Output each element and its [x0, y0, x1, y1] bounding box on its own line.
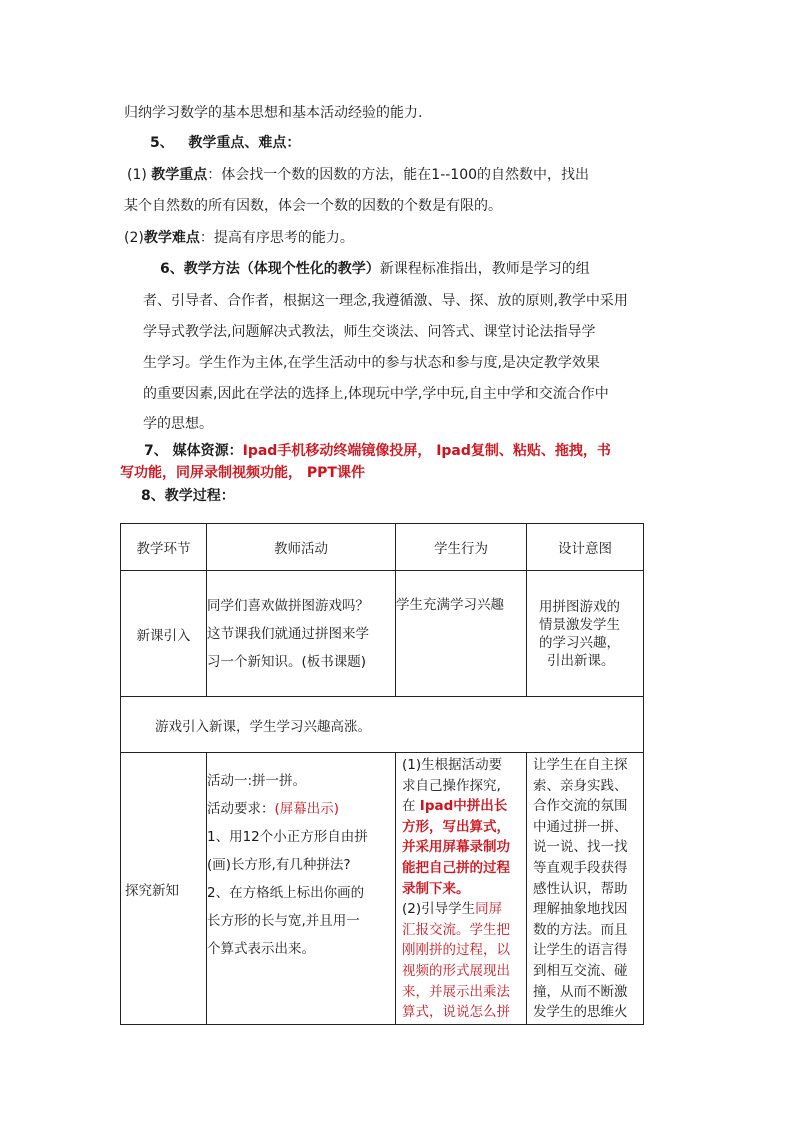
method-line-1 [160, 259, 590, 279]
student-step-line: 视频的形式展现出 [402, 962, 510, 979]
key-point-text: ：体会找一个数的因数的方法，能在1--100的自然数中，找出 [207, 167, 590, 183]
student-step-line [402, 899, 522, 920]
row1-intent-line: 用拼图游戏的 [539, 598, 620, 615]
summary-cell: 游戏引入新课，学生学习兴趣高涨。 [121, 697, 644, 753]
intent-line: 合作交流的氛围 [533, 798, 628, 815]
row1-intent-line: 的学习兴趣， [539, 634, 620, 651]
header-teacher-activity: 教师活动 [207, 524, 396, 571]
difficulty-text: ：提高有序思考的能力。 [199, 230, 354, 246]
media-line-2: 写功能，同屏录制视频功能， PPT课件 [120, 465, 365, 481]
activity-step: 2、在方格纸上标出你画的 [207, 885, 365, 901]
intent-line: 发学生的思维火 [533, 1004, 628, 1021]
row1-intent-line: 引出新课。 [547, 652, 615, 669]
student-step-line: 录制下来。 [402, 880, 470, 897]
student-step-line: 能把自己拼的过程 [402, 859, 510, 876]
header-design-intent: 设计意图 [527, 524, 644, 571]
header-stage: 教学环节 [121, 524, 207, 571]
requirement-label: 活动要求： [207, 801, 275, 817]
student-step-line: (1)生根据活动要 [402, 757, 503, 773]
row2-student-behavior [396, 753, 527, 1025]
intent-line: 等直观手段获得 [533, 859, 628, 876]
media-resources-text: Ipad手机移动终端镜像投屏， Ipad复制、粘贴、拖拽，书 [242, 443, 611, 459]
row1-student-behavior: 学生充满学习兴趣 [396, 571, 527, 697]
row1-teacher-activity [207, 571, 396, 697]
row1-intent-line: 情景激发学生 [539, 616, 620, 633]
row1-design-intent [527, 571, 644, 697]
intent-line: 让学生的语言得 [533, 942, 628, 959]
row2-stage: 探究新知 [121, 753, 207, 1025]
student-text: (2)引导学生 [402, 901, 476, 918]
intent-line: 索、亲身实践、 [533, 777, 628, 794]
student-red-text: 同屏 [475, 901, 503, 918]
activity-step: 个算式表示出来。 [207, 941, 315, 957]
student-step-line: 算式，说说怎么拼 [402, 1004, 510, 1021]
paragraph-intro-end: 归纳学习数学的基本思想和基本活动经验的能力. [124, 105, 423, 121]
difficulty-line [124, 228, 354, 248]
lesson-process-table [120, 523, 644, 1025]
key-point-prefix: (1) [127, 167, 147, 183]
method-line-5: 的重要因素,因此在学法的选择上,体现玩中学,学中玩,自主中学和交流合作中 [143, 386, 609, 402]
intent-line: 说一说、找一找 [533, 839, 628, 856]
row1-teacher-line: 这节课我们就通过拼图来学 [207, 625, 369, 642]
student-step-line: 求自己操作探究, [402, 777, 501, 794]
section-number: 5、 [150, 135, 174, 151]
student-step-line: 来，并展示出乘法 [402, 983, 510, 1000]
method-text: 新课程标准指出，教师是学习的组 [379, 261, 590, 277]
process-heading: 8、教学过程： [141, 488, 235, 504]
row2-design-intent [527, 753, 644, 1025]
method-line-3: 学导式教学法,问题解决式教法，师生交谈法、问答式、课堂讨论法指导学 [143, 324, 596, 340]
activity-requirement [207, 795, 395, 823]
media-title: 7、 媒体资源： [144, 443, 243, 459]
method-line-6: 学的思想。 [143, 416, 213, 432]
student-text: 在 [402, 798, 416, 815]
section-5-heading [150, 133, 300, 153]
header-student-behavior: 学生行为 [396, 524, 527, 571]
row1-stage: 新课引入 [121, 571, 207, 697]
activity-title: 活动一:拼一拼。 [207, 773, 307, 789]
difficulty-label: 教学难点 [143, 230, 200, 246]
key-point-line [127, 165, 589, 185]
table-header-row [121, 524, 644, 571]
table-row [121, 753, 644, 1025]
intent-line: 感性认识，帮助 [533, 880, 628, 897]
activity-step: 长方形的长与宽,并且用一 [207, 913, 360, 929]
screen-display-note: (屏幕出示) [274, 801, 340, 817]
intent-line: 中通过拼一拼、 [533, 818, 628, 835]
student-step-line: 汇报交流。学生把 [402, 921, 510, 938]
section-title: 教学重点、难点： [188, 135, 301, 151]
activity-step: 1、用12个小正方形自由拼 [207, 829, 368, 845]
intent-line: 让学生在自主探 [533, 757, 628, 773]
student-red-text: Ipad中拼出长 [419, 798, 508, 815]
row1-teacher-line: 同学们喜欢做拼图游戏吗？ [207, 597, 369, 614]
media-line-1 [144, 441, 611, 461]
method-line-2: 者、引导者、合作者，根据这一理念,我遵循激、导、探、放的原则,教学中采用 [143, 293, 628, 309]
key-point-label: 教学重点 [151, 167, 208, 183]
student-step-line [402, 796, 522, 817]
intent-line: 到相互交流、碰 [533, 962, 628, 979]
activity-step: (画)长方形,有几种拼法? [207, 857, 351, 873]
table-row [121, 571, 644, 697]
intent-line: 撞，从而不断激 [533, 983, 628, 1000]
method-line-4: 生学习。学生作为主体,在学生活动中的参与状态和参与度,是决定教学效果 [143, 355, 600, 371]
key-point-continued: 某个自然数的所有因数，体会一个数的因数的个数是有限的。 [124, 198, 502, 214]
student-step-line: 并采用屏幕录制功 [402, 839, 510, 856]
intent-line: 数的方法。而且 [533, 921, 628, 938]
student-step-line: 刚刚拼的过程，以 [402, 942, 510, 959]
difficulty-prefix: (2) [124, 230, 144, 246]
row1-teacher-line: 习一个新知识。(板书课题) [207, 653, 367, 670]
table-summary-row [121, 697, 644, 753]
student-step-line: 方形，写出算式， [402, 818, 510, 835]
intent-line: 理解抽象地找因 [533, 901, 628, 918]
row2-teacher-activity [207, 753, 396, 1025]
method-title: 6、教学方法（体现个性化的教学） [160, 261, 380, 277]
